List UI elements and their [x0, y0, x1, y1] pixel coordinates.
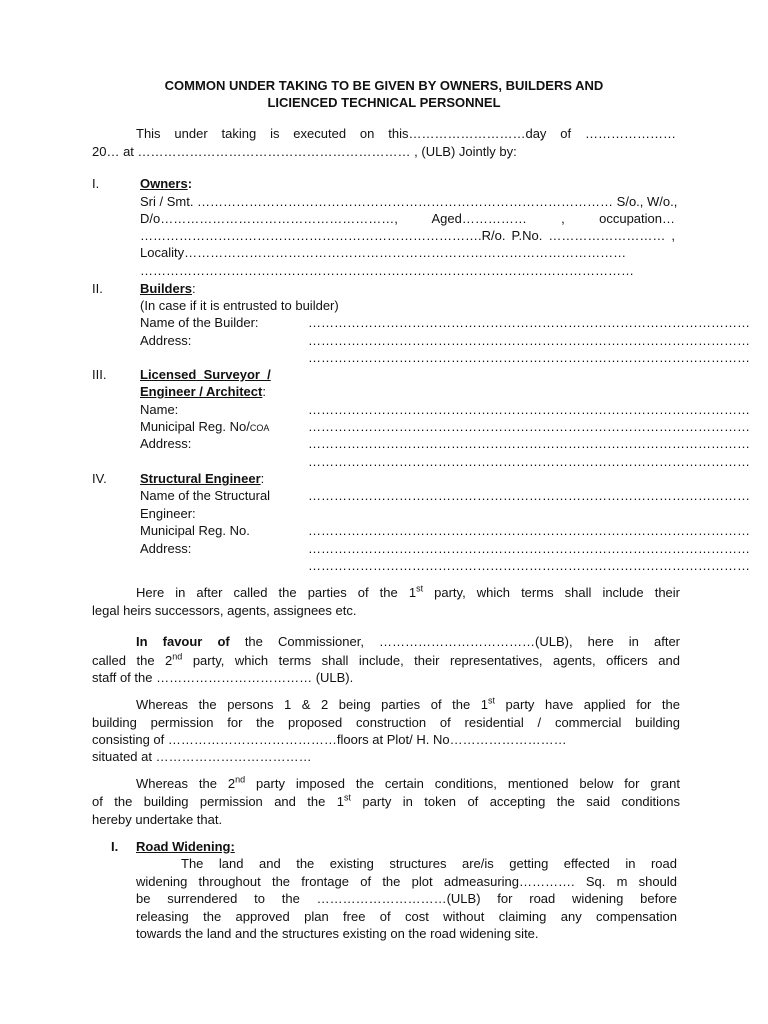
surveyor-reg-blank: …………………………………………………………………………………………	[308, 419, 750, 434]
intro-line-2: 20… at ……………………………………………………… , (ULB) Jointly by:	[92, 144, 517, 159]
road-numeral: I.	[111, 839, 119, 854]
structural-reg-label: Municipal Reg. No.	[140, 523, 250, 538]
builder-name-blank: …………………………………………………………………………………………	[308, 315, 750, 330]
owners-heading: Owners:	[140, 176, 193, 191]
builder-address-blank-1: …………………………………………………………………………………………	[308, 333, 750, 348]
road-line-5: towards the land and the structures existing on the road widening site.	[136, 926, 539, 941]
builders-numeral: II.	[92, 281, 103, 296]
owners-blank-line: ……………………………………………………………………………………………………	[140, 263, 634, 278]
road-line-3: be surrendered to the …………………………(ULB) for road widening before	[136, 891, 677, 906]
structural-reg-blank: …………………………………………………………………………………………	[308, 523, 750, 538]
structural-name-label: Name of the Structural	[140, 488, 271, 503]
whereas2-line-2: of the building permission and the 1st party in token of accepting the said conditions	[92, 792, 681, 809]
structural-name-blank: …………………………………………………………………………………………	[308, 488, 750, 503]
surveyor-address-blank-2: …………………………………………………………………………………………	[308, 454, 750, 469]
surveyor-heading-line-1: Licensed Surveyor /	[140, 367, 271, 382]
builders-note: (In case if it is entrusted to builder)	[140, 298, 339, 313]
document-title-line-1: COMMON UNDER TAKING TO BE GIVEN BY OWNERS, BUILDERS AND	[164, 78, 604, 93]
road-line-1: The land and the existing structures are/is getting effected in road	[181, 856, 677, 871]
structural-heading: Structural Engineer:	[140, 471, 265, 486]
road-heading: Road Widening:	[136, 839, 235, 854]
favour-line-1: In favour of the Commissioner, ………………………………(ULB), here in after	[136, 634, 680, 649]
hereinafter-line-2: legal heirs successors, agents, assignees etc.	[92, 603, 357, 618]
structural-name-label-cont: Engineer:	[140, 506, 196, 521]
structural-address-blank-2: …………………………………………………………………………………………	[308, 558, 750, 573]
whereas1-line-1: Whereas the persons 1 & 2 being parties of the 1st party have applied for the	[136, 695, 681, 712]
whereas1-line-4: situated at ………………………………	[92, 749, 312, 764]
whereas2-line-3: hereby undertake that.	[92, 812, 223, 827]
owners-locality-line: Locality…………………………………………………………………………………………	[140, 245, 627, 260]
owners-numeral: I.	[92, 176, 100, 191]
surveyor-numeral: III.	[92, 367, 107, 382]
surveyor-reg-label: Municipal Reg. No/COA	[140, 419, 270, 434]
whereas1-line-2: building permission for the proposed construction of residential / commercial building	[92, 715, 680, 730]
road-line-2: widening throughout the frontage of the plot admeasuring…………. Sq. m should	[136, 874, 677, 889]
builder-name-label: Name of the Builder:	[140, 315, 259, 330]
document-title-line-2: LICIENCED TECHNICAL PERSONNEL	[267, 95, 501, 110]
owners-name-line: Sri / Smt. …………………………………………………………………………………… S/o., W/o.,	[140, 194, 678, 209]
structural-address-blank-1: …………………………………………………………………………………………	[308, 541, 750, 556]
surveyor-name-blank: …………………………………………………………………………………………	[308, 402, 750, 417]
hereinafter-line-1: Here in after called the parties of the 1st party, which terms shall include their	[136, 583, 680, 600]
builder-address-label: Address:	[140, 333, 192, 348]
owners-parent-line: D/o………………………………………………, Aged…………… , occupation…	[140, 211, 675, 226]
road-line-4: releasing the approved plan free of cost without claiming any compensation	[136, 909, 677, 924]
structural-address-label: Address:	[140, 541, 192, 556]
favour-line-3: staff of the ……………………………… (ULB).	[92, 670, 354, 685]
builders-heading: Builders:	[140, 281, 196, 296]
intro-line-1: This under taking is executed on this………………………day of …………………	[136, 126, 676, 141]
surveyor-heading-line-2: Engineer / Architect:	[140, 384, 266, 399]
whereas2-line-1: Whereas the 2nd party imposed the certain conditions, mentioned below for grant	[136, 774, 680, 791]
builder-address-blank-2: …………………………………………………………………………………………	[308, 350, 750, 365]
structural-numeral: IV.	[92, 471, 107, 486]
surveyor-address-blank-1: …………………………………………………………………………………………	[308, 436, 750, 451]
favour-line-2: called the 2nd party, which terms shall include, their representatives, agents, officers and	[92, 651, 680, 668]
whereas1-line-3: consisting of …………………………………floors at Plot/ H. No………………………	[92, 732, 567, 747]
surveyor-address-label: Address:	[140, 436, 192, 451]
owners-residence-line: …………………………………………………………………….R/o. P.No. ……………………… ,	[140, 228, 675, 243]
surveyor-name-label: Name:	[140, 402, 179, 417]
